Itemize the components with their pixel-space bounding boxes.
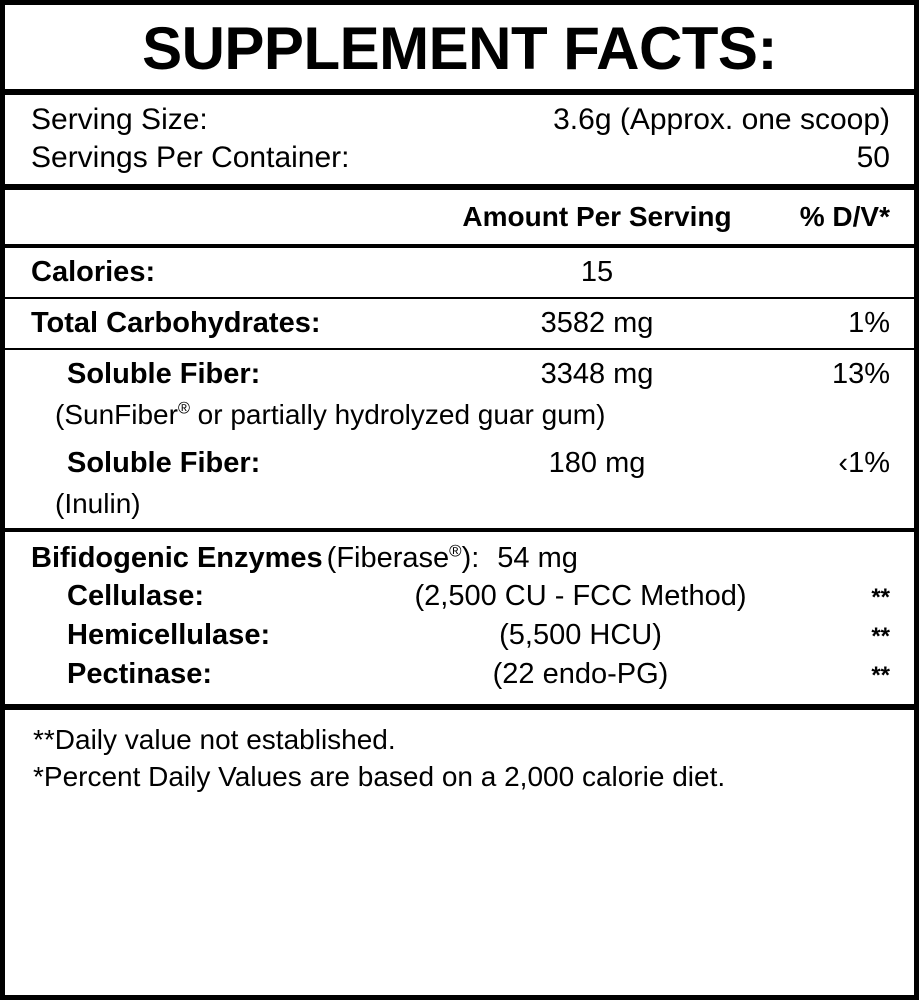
enzyme-activity: (22 endo-PG) [492, 658, 669, 691]
enzyme-heading-quantity: 54 mg [497, 542, 578, 575]
nutrient-dv: 1% [848, 306, 890, 339]
enzyme-activity: (5,500 HCU) [499, 619, 662, 652]
table-row [19, 577, 900, 616]
enzyme-heading-row [19, 532, 900, 577]
table-row [19, 616, 900, 655]
servings-per-container-value: 50 [856, 141, 890, 175]
nutrient-amount: 15 [580, 255, 614, 288]
nutrient-name: Calories: [31, 255, 156, 288]
enzyme-name: Pectinase: [67, 658, 213, 691]
serving-info [19, 95, 900, 184]
column-header-row [19, 190, 900, 244]
serving-size-row [19, 101, 900, 139]
table-row [19, 439, 900, 488]
page-title: SUPPLEMENT FACTS: [142, 15, 777, 82]
enzyme-heading-paren: (Fiberase®): [326, 541, 480, 575]
enzyme-heading: Bifidogenic Enzymes [31, 542, 323, 575]
column-header-daily-value: % D/V* [799, 200, 890, 232]
footnote-daily-value-not-established: **Daily value not established. [33, 724, 396, 756]
nutrient-amount: 3582 mg [540, 306, 654, 339]
nutrient-dv: 13% [831, 357, 890, 390]
nutrient-amount: 180 mg [548, 446, 646, 479]
serving-size-label: Serving Size: [31, 103, 208, 136]
nutrient-dv: ‹1% [838, 446, 890, 479]
nutrient-name: Soluble Fiber: [67, 446, 261, 479]
serving-size-value: 3.6g (Approx. one scoop) [553, 103, 890, 136]
enzyme-dv: ** [871, 662, 890, 690]
nutrient-amount: 3348 mg [540, 357, 654, 390]
footnote-percent-daily-values: *Percent Daily Values are based on a 2,000 calorie diet. [33, 761, 726, 793]
enzyme-name: Cellulase: [67, 580, 204, 613]
nutrient-name: Total Carbohydrates: [31, 306, 321, 339]
table-row [19, 655, 900, 694]
column-header-amount: Amount Per Serving [462, 200, 732, 232]
servings-per-container-row [19, 139, 900, 177]
table-row [19, 350, 900, 399]
footnotes [19, 710, 900, 796]
enzyme-activity: (2,500 CU - FCC Method) [414, 580, 747, 613]
nutrient-note: (SunFiber® or partially hydrolyzed guar gum) [55, 398, 606, 430]
enzyme-dv: ** [871, 623, 890, 651]
servings-per-container-label: Servings Per Container: [31, 141, 350, 175]
enzyme-dv: ** [871, 584, 890, 612]
nutrient-name: Soluble Fiber: [67, 357, 261, 390]
table-row [19, 299, 900, 348]
nutrient-note: (Inulin) [55, 487, 141, 519]
enzyme-name: Hemicellulase: [67, 619, 271, 652]
table-row [19, 248, 900, 297]
